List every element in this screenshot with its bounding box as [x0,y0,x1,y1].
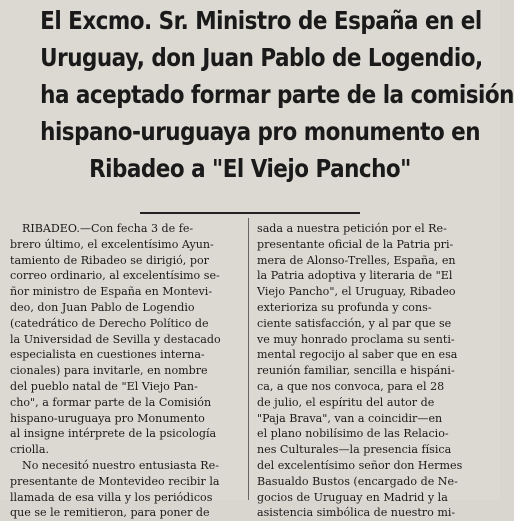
article-line: ñor ministro de España en Montevi- [10,285,213,299]
article-line: Viejo Pancho", el Uruguay, Ribadeo [257,285,456,299]
article-line: correo ordinario, al excelentísimo se- [10,269,220,283]
column-divider [248,218,249,500]
article-line: ca, a que nos convoca, para el 28 [257,379,445,393]
headline-line-5: Ribadeo a "El Viejo Pancho" [89,154,411,183]
article-line: del excelentísimo señor don Hermes [257,458,463,472]
article-left-column [10,221,244,520]
article-line: RIBADEO.—Con fecha 3 de fe- [22,222,194,235]
article-line: llamada de esa villa y los periódicos [10,490,213,504]
article-line: (catedrático de Derecho Político de [10,316,209,330]
headline-line-2: Uruguay, don Juan Pablo de Logendio, [40,43,483,72]
headline-rule [140,212,360,214]
article-line: presentante oficial de la Patria pri- [257,237,454,251]
article-line: hispano-uruguaya pro Monumento [10,411,205,425]
article-line: "Paja Brava", van a coincidir—en [257,411,443,425]
article-line: Basualdo Bustos (encargado de Ne- [257,474,458,488]
article-line: nes Culturales—la presencia física [257,443,452,457]
article-line: brero último, el excelentísimo Ayun- [10,237,214,251]
headline [40,2,514,187]
article-line: cho", a formar parte de la Comisión [10,395,212,409]
article-line: exterioriza su profunda y cons- [257,300,432,314]
article-line: al insigne intérprete de la psicología [10,427,217,441]
article-line: gocios de Uruguay en Madrid y la [257,490,448,504]
headline-line-3: ha aceptado formar parte de la comisión [40,80,514,109]
article-line: mental regocijo al saber que en esa [257,348,458,362]
article-line: deo, don Juan Pablo de Logendio [10,300,195,314]
article-line: ve muy honrado proclama su senti- [257,332,455,346]
article-line: sada a nuestra petición por el Re- [257,222,447,235]
article-line: reunión familiar, sencilla e hispáni- [257,364,455,378]
article-line: criolla. [10,443,49,457]
article-line: que se le remitieron, para poner de [10,506,210,520]
article-line: cionales) para invitarle, en nombre [10,364,208,378]
article-line: la Patria adoptiva y literaria de "El [257,269,453,283]
article-line: especialista en cuestiones interna- [10,348,205,362]
article-line: ciente satisfacción, y al par que se [257,316,452,330]
article-line: el plano nobilísimo de las Relacio- [257,427,449,441]
article-line: mera de Alonso-Trelles, España, en [257,253,456,267]
headline-line-4: hispano-uruguaya pro monumento en [40,117,481,146]
headline-line-1: El Excmo. Sr. Ministro de España en el [40,6,482,35]
article-line: del pueblo natal de "El Viejo Pan- [10,379,198,393]
article-line: No necesitó nuestro entusiasta Re- [22,458,219,472]
article-line: presentante de Montevideo recibir la [10,474,220,488]
article-line: tamiento de Ribadeo se dirigió, por [10,253,209,267]
article-line: de julio, el espíritu del autor de [257,395,435,409]
article-line: asistencia simbólica de nuestro mi- [257,506,456,520]
article-right-column [257,221,491,520]
article-line: la Universidad de Sevilla y destacado [10,332,221,346]
